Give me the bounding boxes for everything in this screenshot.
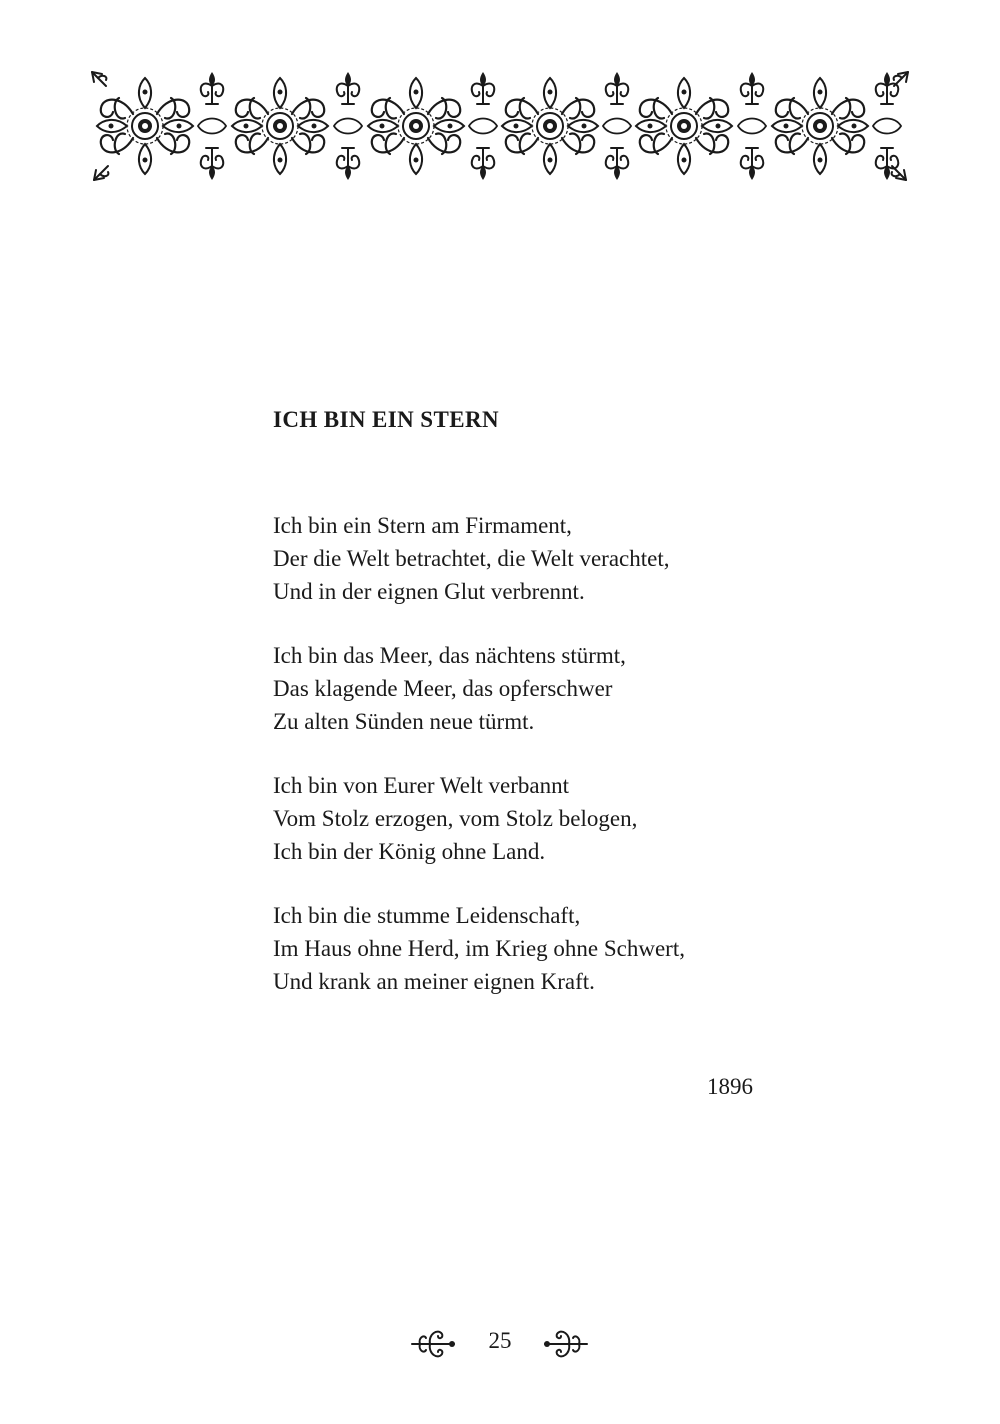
- poem-line: Ich bin das Meer, das nächtens stürmt,: [273, 643, 626, 668]
- poem-line: Das klagende Meer, das opferschwer: [273, 676, 613, 701]
- page-footer: [0, 1320, 1000, 1366]
- poem-line: Und krank an meiner eignen Kraft.: [273, 969, 595, 994]
- flourish-left-icon: [408, 1324, 458, 1364]
- stanza-1: [273, 509, 793, 608]
- stanza-4: [273, 899, 793, 998]
- poem-line: Ich bin der König ohne Land.: [273, 839, 546, 864]
- poem-line: Vom Stolz erzogen, vom Stolz belogen,: [273, 806, 638, 831]
- poem-title: ICH BIN EIN STERN: [273, 407, 499, 432]
- poem: [273, 405, 793, 1029]
- poem-line: Und in der eignen Glut verbrennt.: [273, 579, 585, 604]
- stanza-3: [273, 769, 793, 868]
- flourish-right-icon: [541, 1324, 591, 1364]
- page-number: 25: [488, 1328, 512, 1353]
- poem-line: Im Haus ohne Herd, im Krieg ohne Schwert,: [273, 936, 685, 961]
- poem-line: Zu alten Sünden neue türmt.: [273, 709, 535, 734]
- floral-ornament-band-icon: [90, 70, 910, 182]
- poem-line: Ich bin von Eurer Welt verbannt: [273, 773, 569, 798]
- poem-body: [273, 509, 793, 998]
- poem-line: Ich bin ein Stern am Firmament,: [273, 513, 572, 538]
- stanza-2: [273, 639, 793, 738]
- poem-year: 1896: [707, 1074, 753, 1099]
- poem-line: Der die Welt betrachtet, die Welt verachtet,: [273, 546, 670, 571]
- poem-line: Ich bin die stumme Leidenschaft,: [273, 903, 581, 928]
